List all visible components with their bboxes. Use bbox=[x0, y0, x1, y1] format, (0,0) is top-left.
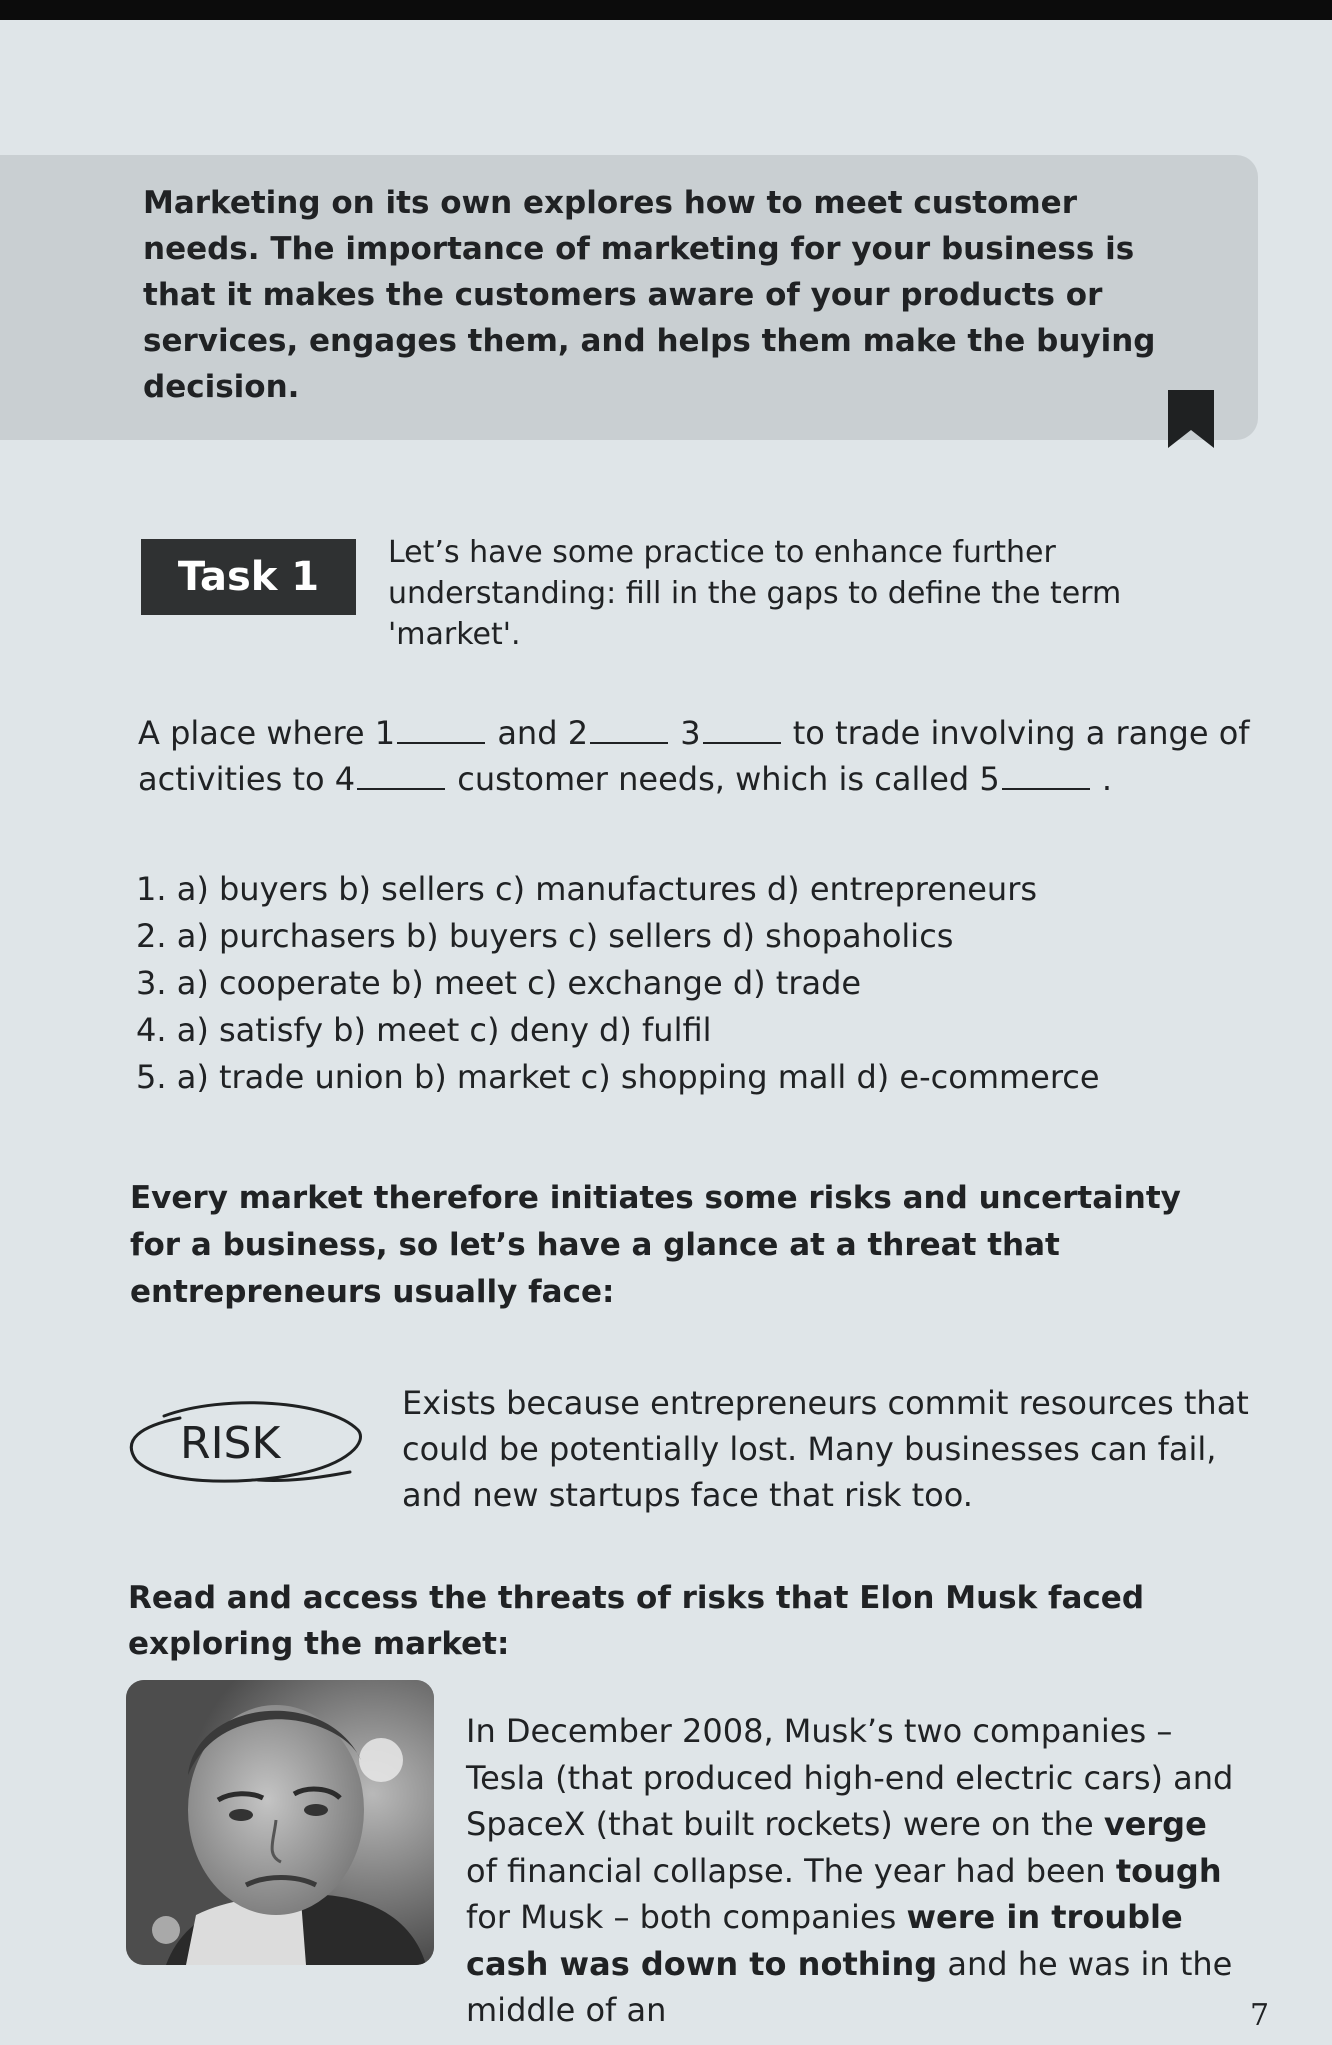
story-text: for Musk – both companies bbox=[466, 1898, 907, 1936]
gap-text-part: A place where bbox=[138, 714, 375, 752]
risk-intro-paragraph: Every market therefore initiates some risks and uncertainty for a business, so let’s have a glance at a threat that entrepreneurs usually face: bbox=[130, 1180, 1181, 1310]
risk-definition: Exists because entrepreneurs commit resources that could be potentially lost. Many businesses can fail, and new startups face that risk too. bbox=[402, 1384, 1249, 1514]
option-row-5: 5. a) trade union b) market c) shopping mall d) e-commerce bbox=[136, 1058, 1100, 1096]
gap-fill-sentence bbox=[138, 710, 1258, 802]
gap-number-1: 1 bbox=[374, 714, 396, 752]
gap-text-part: customer needs, which is called bbox=[447, 760, 980, 798]
task-instruction: Let’s have some practice to enhance further understanding: fill in the gaps to define the term 'market'. bbox=[388, 535, 1122, 652]
gap-blank-5[interactable] bbox=[1002, 758, 1090, 790]
page-number: 7 bbox=[1250, 1998, 1270, 2033]
answer-options-list bbox=[136, 866, 1256, 1101]
story-text: and he was in the middle of an bbox=[466, 1944, 1233, 2029]
option-row-2: 2. a) purchasers b) buyers c) sellers d) shopaholics bbox=[136, 917, 954, 955]
story-bold-tough: tough bbox=[1115, 1851, 1222, 1890]
musk-story-paragraph bbox=[466, 1708, 1246, 2034]
gap-number-2: 2 bbox=[567, 714, 589, 752]
gap-number-3: 3 bbox=[680, 714, 701, 752]
reading-task-title: Read and access the threats of risks that Elon Musk faced exploring the market: bbox=[128, 1580, 1145, 1662]
gap-blank-2[interactable] bbox=[590, 712, 668, 744]
book-page bbox=[0, 20, 1332, 2045]
gap-blank-1[interactable] bbox=[397, 712, 485, 744]
story-text: In December 2008, Musk’s two companies – Tesla (that produced high-end electric cars) and SpaceX (that built rockets) were on the bbox=[466, 1712, 1234, 1843]
option-row-4: 4. a) satisfy b) meet c) deny d) fulfil bbox=[136, 1011, 712, 1049]
gap-text-part: . bbox=[1091, 760, 1113, 798]
option-row-3: 3. a) cooperate b) meet c) exchange d) trade bbox=[136, 964, 862, 1002]
option-row-1: 1. a) buyers b) sellers c) manufactures d) entrepreneurs bbox=[136, 870, 1038, 908]
gap-blank-4[interactable] bbox=[357, 758, 445, 790]
portrait-photo bbox=[126, 1680, 434, 1965]
gap-text-part: to trade involving a range of activities to bbox=[138, 714, 1250, 798]
story-bold-trouble: were in trouble cash was down to nothing bbox=[466, 1898, 1183, 1983]
story-bold-verge: verge bbox=[1103, 1805, 1207, 1843]
gap-text-part: and bbox=[487, 714, 568, 752]
risk-keyword: RISK bbox=[180, 1418, 281, 1469]
gap-number-5: 5 bbox=[979, 760, 1000, 798]
bookmark-icon bbox=[1168, 390, 1214, 448]
gap-blank-3[interactable] bbox=[703, 712, 781, 744]
task-1-badge: Task 1 bbox=[141, 539, 356, 615]
gap-number-4: 4 bbox=[334, 760, 356, 798]
intro-paragraph: Marketing on its own explores how to meet customer needs. The importance of marketing for your business is that it makes the customers aware of your products or services, engages them, and helps them make the buying decision. bbox=[143, 185, 1156, 405]
story-text: of financial collapse. The year had been bbox=[466, 1851, 1116, 1890]
